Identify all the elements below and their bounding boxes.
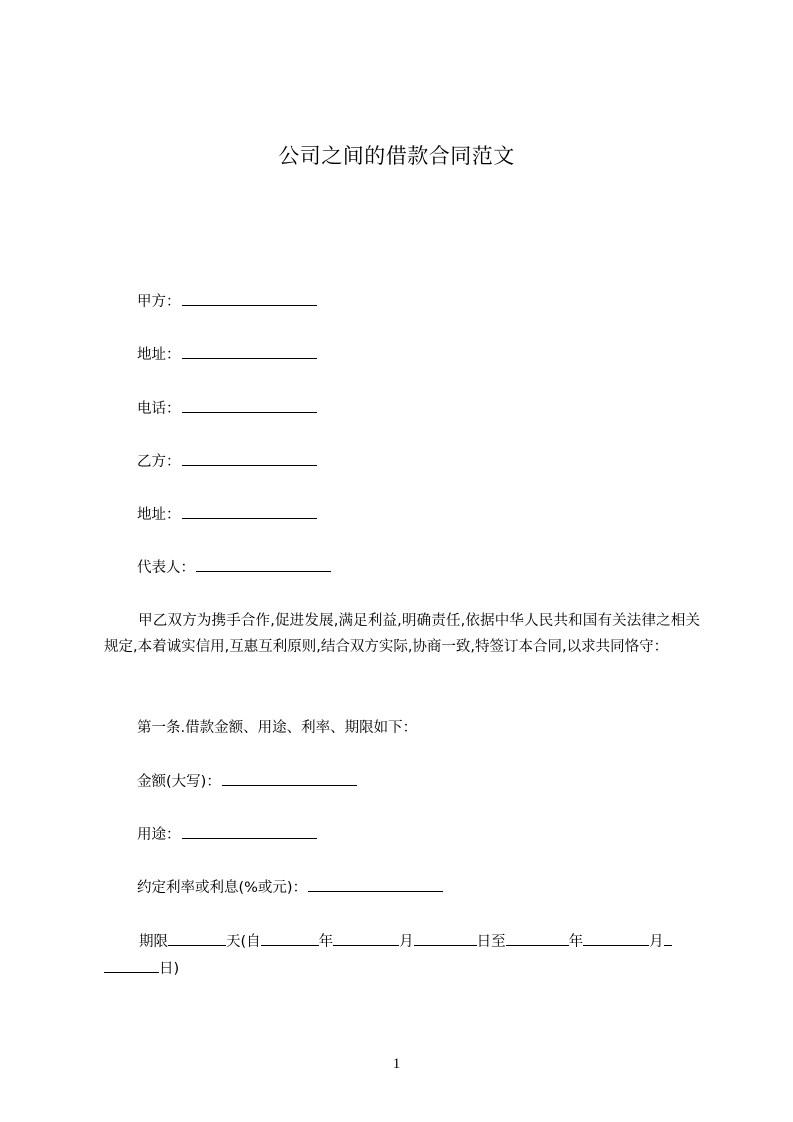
term-line-1 <box>139 931 672 952</box>
end-year-blank <box>506 931 569 946</box>
term-days-label: 天(自 <box>226 934 261 950</box>
start-month-blank <box>333 931 399 946</box>
term-days-blank <box>168 931 226 946</box>
address-b-blank <box>182 504 317 519</box>
amount-blank <box>222 771 357 786</box>
party-b-blank <box>182 451 317 466</box>
end-month-label: 月 <box>649 934 664 950</box>
start-day-blank <box>414 931 477 946</box>
article-1-heading: 第一条.借款金额、用途、利率、期限如下： <box>137 720 418 736</box>
phone-field <box>137 398 317 419</box>
end-month-blank <box>583 931 649 946</box>
start-month-label: 月 <box>399 934 414 950</box>
purpose-label: 用途： <box>137 827 181 843</box>
address-b-label: 地址： <box>137 507 181 523</box>
rate-label: 约定利率或利息(%或元)： <box>137 880 308 896</box>
start-day-label: 日至 <box>476 934 506 950</box>
document-title: 公司之间的借款合同范文 <box>278 144 515 168</box>
purpose-blank <box>182 824 317 839</box>
representative-field <box>137 557 331 578</box>
phone-label: 电话： <box>137 401 181 417</box>
start-year-label: 年 <box>318 934 334 950</box>
end-day-label: 日) <box>159 961 180 977</box>
end-year-label: 年 <box>568 934 584 950</box>
term-prefix: 期限 <box>139 934 168 950</box>
address-b-field <box>137 504 317 525</box>
amount-label: 金额(大写)： <box>137 774 221 790</box>
phone-blank <box>182 398 317 413</box>
address-a-blank <box>182 344 317 359</box>
rate-blank <box>308 877 443 892</box>
end-day-blank <box>104 958 159 973</box>
address-a-field <box>137 344 317 365</box>
party-a-field <box>137 291 317 312</box>
party-b-field <box>137 451 317 472</box>
party-b-label: 乙方： <box>137 454 181 470</box>
term-line-2 <box>104 958 179 979</box>
start-year-blank <box>261 931 319 946</box>
page-number: 1 <box>392 1056 401 1072</box>
address-a-label: 地址： <box>137 347 181 363</box>
representative-blank <box>196 557 331 572</box>
purpose-field <box>137 824 317 845</box>
representative-label: 代表人： <box>137 560 195 576</box>
party-a-label: 甲方： <box>137 294 181 310</box>
party-a-blank <box>182 291 317 306</box>
amount-field <box>137 771 357 792</box>
preamble-text: 甲乙双方为携手合作,促进发展,满足利益,明确责任,依据中华人民共和国有关法律之相关规定,本着诚实信用,互惠互利原则,结合双方实际,协商一致,特签订本合同,以求共同恪守： <box>104 613 700 655</box>
preamble-paragraph <box>104 608 700 660</box>
end-day-blank-start <box>664 931 672 946</box>
rate-field <box>137 877 443 898</box>
